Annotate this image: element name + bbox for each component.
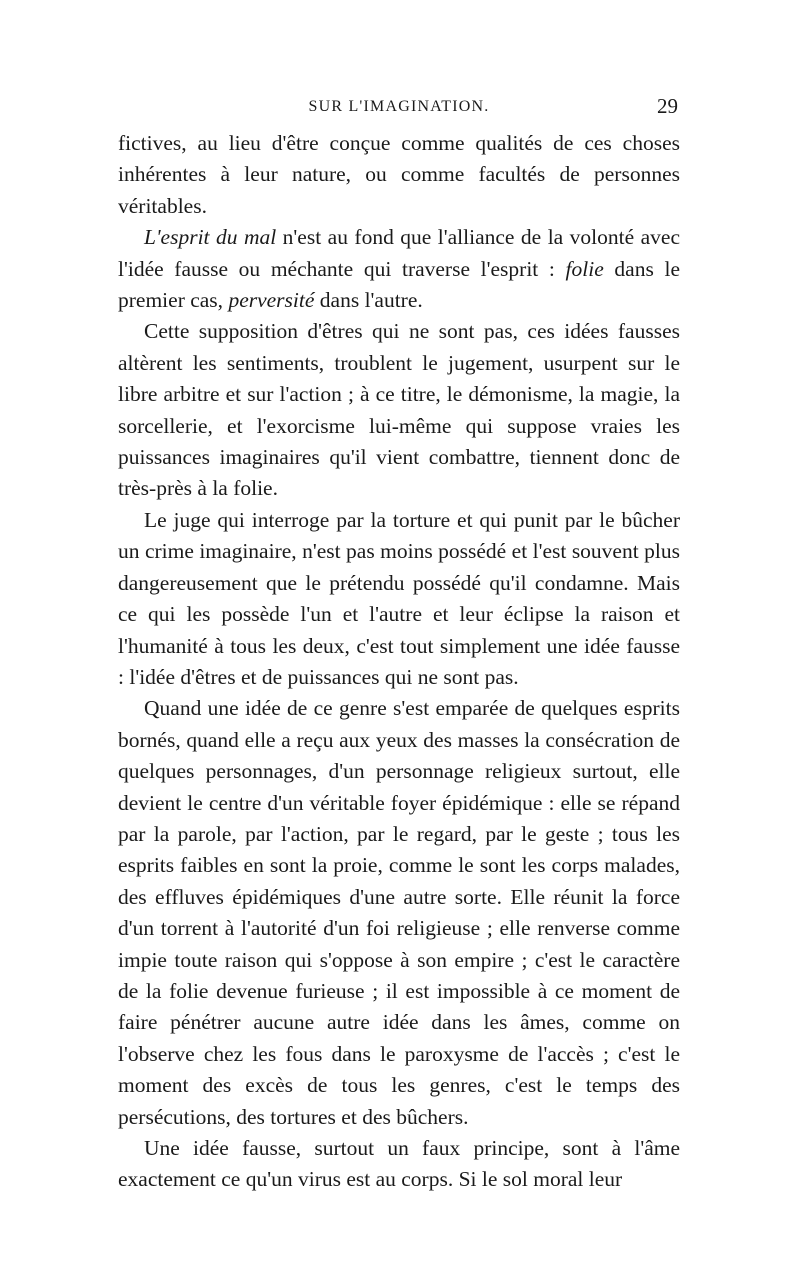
italic-word: folie: [565, 256, 604, 281]
paragraph-text: n'est au fond que l'alliance de la volonté avec l'idée fausse ou méchante qui traverse l'esprit :: [118, 225, 681, 281]
running-head: [118, 92, 680, 126]
body-text: [118, 128, 680, 1196]
paragraph-6: Une idée fausse, surtout un faux principe, sont à l'âme exactement ce qu'un virus est au corps. Si le sol moral leur: [118, 1136, 680, 1192]
italic-word: perversité: [228, 288, 315, 313]
paragraph-2: [118, 222, 680, 316]
paragraph-4: Le juge qui interroge par la torture et qui punit par le bûcher un crime imaginaire, n'est pas moins possédé et l'est souvent plus dangereusement que le prétendu possédé qu'il condamne. Mais ce qui les possède l'un et l'autre et leur éclipse la raison et l'humanité à tous les deux, c'est tout simplement une idée fausse : l'idée d'êtres et de puissances qui ne sont pas.: [118, 507, 680, 689]
running-title: SUR L'IMAGINATION.: [308, 98, 490, 115]
paragraph-3: Cette supposition d'êtres qui ne sont pas, ces idées fausses altèrent les sentiments, troublent le jugement, usurpent sur le libre arbitre et sur l'action ; à ce titre, le démonisme, la magie, la sorcellerie, et l'exorcisme lui-même qui suppose vraies les puissances imaginaires qu'il vient combattre, tiennent donc de très-près à la folie.: [118, 319, 680, 501]
paragraph-1: fictives, au lieu d'être conçue comme qualités de ces choses inhérentes à leur nature, ou comme facultés de personnes véritables.: [118, 131, 680, 218]
italic-phrase: L'esprit du mal: [144, 225, 277, 250]
paragraph-text: dans le premier cas,: [118, 256, 680, 313]
page-number: 29: [657, 94, 678, 118]
paragraph-5: Quand une idée de ce genre s'est emparée de quelques esprits bornés, quand elle a reçu aux yeux des masses la consécration de quelques personnages, d'un personnage religieux surtout, elle devient le centre d'un véritable foyer épidémique : elle se répand par la parole, par l'action, par le regard, par le geste ; tous les esprits faibles en sont la proie, comme le sont les corps malades, des effluves épidémiques d'une autre sorte. Elle réunit la force d'un torrent à l'autorité d'un foi religieuse ; elle renverse comme impie toute raison qui s'oppose à son empire ; c'est le caractère de la folie devenue furieuse ; il est impossible à ce moment de faire pénétrer aucune autre idée dans les âmes, comme on l'observe chez les fous dans le paroxysme de l'accès ; c'est le moment des excès de tous les genres, c'est le temps des persécutions, des tortures et des bûchers.: [118, 696, 680, 1129]
paragraph-text: dans l'autre.: [314, 288, 423, 313]
